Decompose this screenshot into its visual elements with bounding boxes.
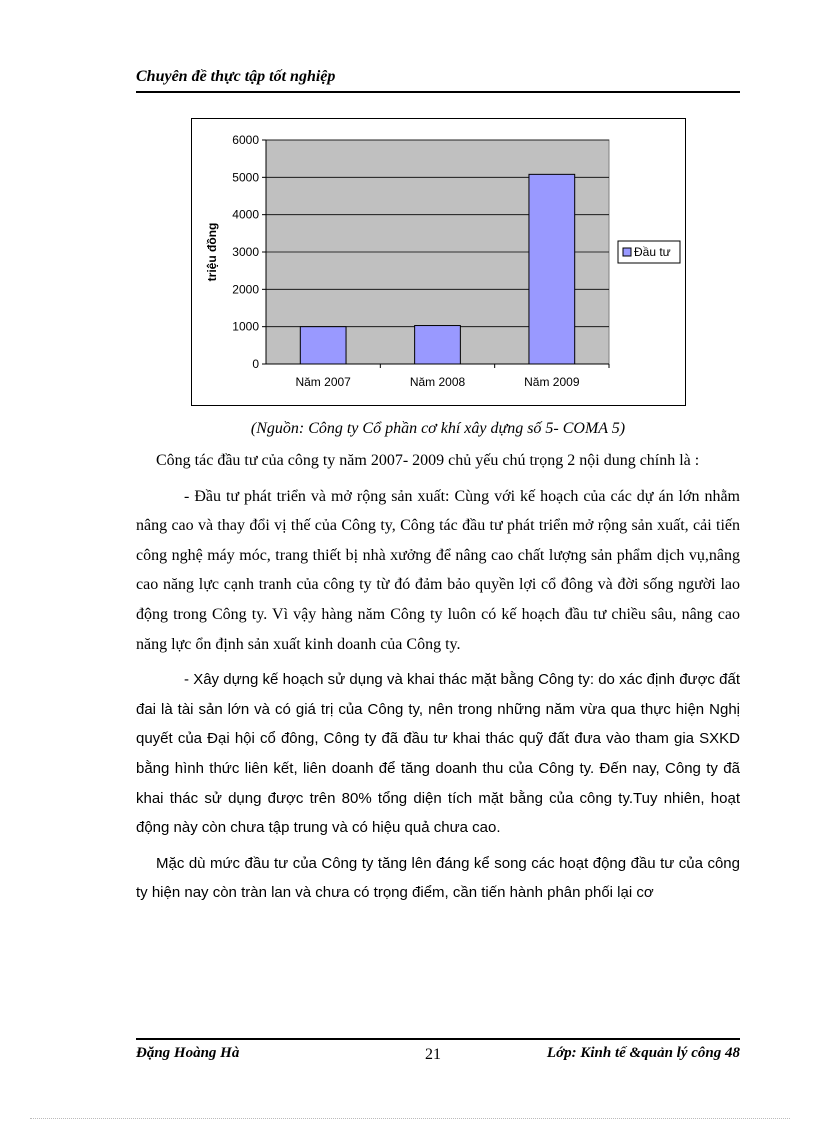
y-tick-label: 6000 xyxy=(232,133,259,147)
chart-svg xyxy=(192,119,685,405)
bar xyxy=(300,327,346,364)
investment-chart xyxy=(191,118,686,406)
x-tick-label: Năm 2009 xyxy=(524,375,580,389)
footer-class: Lớp: Kinh tế &quản lý công 48 xyxy=(546,1045,740,1061)
y-tick-label: 1000 xyxy=(232,319,259,334)
bar xyxy=(415,326,461,364)
header-title: Chuyên đề thực tập tốt nghiệp xyxy=(136,68,336,85)
body-text xyxy=(136,446,740,914)
paragraph-production: - Đầu tư phát triển và mở rộng sản xuất: Cùng với kế hoạch của các dự án lớn nhằm nâng cao và thay đổi vị thế của Công ty, Công tác đầu tư phát triển mở rộng sản xuất, cải tiến công nghệ máy móc, trang thiết bị nhà xưởng để nâng cao chất lượng sản phẩm dịch vụ,nâng cao năng lực cạnh tranh của công ty từ đó đảm bảo quyền lợi cổ đông và đời sống người lao động trong Công ty. Vì vậy hàng năm Công ty luôn có kế hoạch đầu tư chiều sâu, nâng cao năng lực ổn định sản xuất kinh doanh của Công ty. xyxy=(136,487,740,653)
y-axis-label: triệu đồng xyxy=(205,222,219,282)
x-tick-label: Năm 2007 xyxy=(295,375,351,389)
chart-caption: (Nguồn: Công ty Cổ phần cơ khí xây dựng số 5- COMA 5) xyxy=(250,420,626,437)
y-tick-label: 4000 xyxy=(232,207,259,222)
y-tick-label: 2000 xyxy=(232,282,259,297)
y-tick-label: 0 xyxy=(252,357,259,371)
x-tick-label: Năm 2008 xyxy=(409,375,466,389)
legend-swatch xyxy=(623,248,631,256)
paragraph-intro: Công tác đầu tư của công ty năm 2007- 2009 chủ yếu chú trọng 2 nội dung chính là : xyxy=(156,452,700,469)
header-rule xyxy=(136,91,740,93)
footer-rule xyxy=(136,1038,740,1040)
page-number: 21 xyxy=(425,1046,441,1063)
paragraph-conclusion: Mặc dù mức đầu tư của Công ty tăng lên đáng kể song các hoạt động đầu tư của công ty hiện nay còn tràn lan và chưa có trọng điểm, cần tiến hành phân phối lại cơ xyxy=(136,854,740,902)
page-edge-dots xyxy=(30,1118,790,1119)
y-tick-label: 5000 xyxy=(232,170,259,185)
paragraph-land-use: - Xây dựng kế hoạch sử dụng và khai thác mặt bằng Công ty: do xác định được đất đai là tài sản lớn và có giá trị của Công ty, nên trong những năm vừa qua thực hiện Nghị quyết của Đại hội cổ đông, Công ty đã đầu tư khai thác quỹ đất đưa vào tham gia SXKD bằng hình thức liên kết, liên doanh để tăng doanh thu của Công ty. Đến nay, Công ty đã khai thác sử dụng được trên 80% tổng diện tích mặt bằng của công ty.Tuy nhiên, hoạt động này còn chưa tập trung và có hiệu quả chưa cao. xyxy=(136,671,740,837)
bar xyxy=(529,174,575,364)
legend-label: Đầu tư xyxy=(634,245,671,259)
y-tick-label: 3000 xyxy=(232,245,259,259)
footer-author: Đặng Hoàng Hà xyxy=(136,1045,240,1061)
